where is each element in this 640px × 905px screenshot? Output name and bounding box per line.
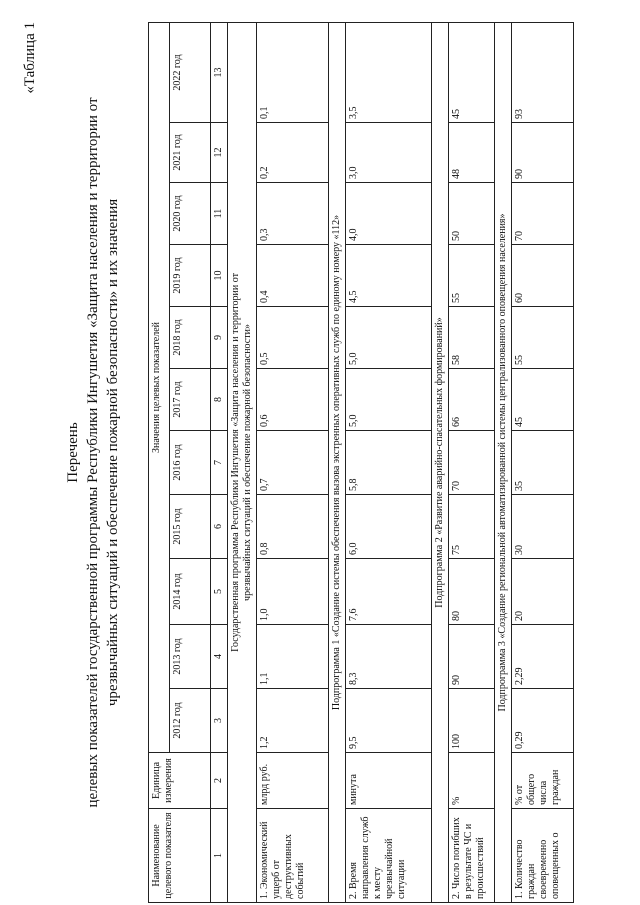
table-row xyxy=(512,22,574,902)
document-title: Перечень xyxy=(65,422,81,483)
indicator-name: 1. Количество граждан своевременно оповещенных о xyxy=(512,809,574,903)
value-cell: 0,4 xyxy=(257,245,329,307)
value-cell: 6,0 xyxy=(346,495,432,559)
value-cell: 70 xyxy=(449,431,495,495)
column-index: 2 xyxy=(211,753,228,809)
value-cell: 30 xyxy=(512,495,574,559)
column-index: 9 xyxy=(211,307,228,369)
document-subtitle-line-1: целевых показателей государственной программы Республики Ингушетия «Защита населения и территории от xyxy=(85,97,101,808)
value-cell: 55 xyxy=(512,307,574,369)
section-row-sub3 xyxy=(495,22,512,902)
value-cell: 70 xyxy=(512,183,574,245)
header-year: 2018 год xyxy=(170,307,211,369)
header-year: 2012 год xyxy=(170,689,211,753)
indicator-name: 1. Экономический ущерб от деструктивных событий xyxy=(257,809,329,903)
value-cell: 66 xyxy=(449,369,495,431)
value-cell: 45 xyxy=(512,369,574,431)
header-year: 2022 год xyxy=(170,22,211,122)
column-index: 1 xyxy=(211,809,228,903)
header-year: 2017 год xyxy=(170,369,211,431)
table-row xyxy=(257,22,329,902)
header-indicator: Наименование целевого показателя xyxy=(149,809,211,903)
value-cell: 90 xyxy=(449,625,495,689)
column-index: 5 xyxy=(211,559,228,625)
header-year: 2019 год xyxy=(170,245,211,307)
section-row-sub2 xyxy=(432,22,449,902)
indicator-unit: % от общего числа граждан xyxy=(512,753,574,809)
value-cell: 80 xyxy=(449,559,495,625)
indicator-unit: минута xyxy=(346,753,432,809)
value-cell: 0,2 xyxy=(257,123,329,183)
header-year: 2021 год xyxy=(170,123,211,183)
value-cell: 2,29 xyxy=(512,625,574,689)
value-cell: 45 xyxy=(449,22,495,122)
section-subprogram-2: Подпрограмма 2 «Развитие аварийно-спасательных формирований» xyxy=(432,22,449,902)
value-cell: 0,8 xyxy=(257,495,329,559)
value-cell: 75 xyxy=(449,495,495,559)
value-cell: 0,3 xyxy=(257,183,329,245)
value-cell: 0,7 xyxy=(257,431,329,495)
value-cell: 93 xyxy=(512,22,574,122)
value-cell: 7,6 xyxy=(346,559,432,625)
column-index: 6 xyxy=(211,495,228,559)
column-index: 13 xyxy=(211,22,228,122)
value-cell: 90 xyxy=(512,123,574,183)
value-cell: 3,0 xyxy=(346,123,432,183)
value-cell: 20 xyxy=(512,559,574,625)
value-cell: 0,29 xyxy=(512,689,574,753)
section-program: Государственная программа Республики Ингушетия «Защита населения и территории от чрезвычайных ситуаций и обеспечение пожарной безопасности» xyxy=(228,22,257,902)
header-unit: Единица измерения xyxy=(149,753,211,809)
value-cell: 4,0 xyxy=(346,183,432,245)
value-cell: 58 xyxy=(449,307,495,369)
header-year: 2015 год xyxy=(170,495,211,559)
value-cell: 100 xyxy=(449,689,495,753)
indicator-unit: млрд руб. xyxy=(257,753,329,809)
table-header-row xyxy=(149,22,170,902)
header-year: 2013 год xyxy=(170,625,211,689)
value-cell: 1,0 xyxy=(257,559,329,625)
value-cell: 60 xyxy=(512,245,574,307)
value-cell: 5,0 xyxy=(346,307,432,369)
column-index: 3 xyxy=(211,689,228,753)
section-row-sub1 xyxy=(329,22,346,902)
column-index: 8 xyxy=(211,369,228,431)
section-subprogram-3: Подпрограмма 3 «Создание региональной автоматизированной системы централизованного оповещения населения» xyxy=(495,22,512,902)
value-cell: 9,5 xyxy=(346,689,432,753)
value-cell: 0,1 xyxy=(257,22,329,122)
value-cell: 1,1 xyxy=(257,625,329,689)
header-year: 2016 год xyxy=(170,431,211,495)
table-row xyxy=(346,22,432,902)
value-cell: 50 xyxy=(449,183,495,245)
table-label: «Таблица 1 xyxy=(22,22,38,94)
indicator-name: 2. Время направления служб к месту чрезвычайной ситуации xyxy=(346,809,432,903)
value-cell: 4,5 xyxy=(346,245,432,307)
value-cell: 35 xyxy=(512,431,574,495)
value-cell: 55 xyxy=(449,245,495,307)
header-values-group: Значения целевых показателей xyxy=(149,22,170,752)
value-cell: 8,3 xyxy=(346,625,432,689)
value-cell: 0,5 xyxy=(257,307,329,369)
column-index: 7 xyxy=(211,431,228,495)
indicator-name: 2. Число погибших в результате ЧС и происшествий xyxy=(449,809,495,903)
value-cell: 1,2 xyxy=(257,689,329,753)
header-year: 2014 год xyxy=(170,559,211,625)
document-subtitle-line-2: чрезвычайных ситуаций и обеспечение пожарной безопасности» и их значения xyxy=(105,198,121,707)
value-cell: 48 xyxy=(449,123,495,183)
column-index: 12 xyxy=(211,123,228,183)
column-index: 11 xyxy=(211,183,228,245)
table-index-row xyxy=(211,22,228,902)
value-cell: 0,6 xyxy=(257,369,329,431)
column-index: 10 xyxy=(211,245,228,307)
indicators-table xyxy=(148,22,574,903)
header-year: 2020 год xyxy=(170,183,211,245)
value-cell: 3,5 xyxy=(346,22,432,122)
section-subprogram-1: Подпрограмма 1 «Создание системы обеспечения вызова экстренных оперативных служб по единому номеру «112» xyxy=(329,22,346,902)
column-index: 4 xyxy=(211,625,228,689)
indicator-unit: % xyxy=(449,753,495,809)
value-cell: 5,8 xyxy=(346,431,432,495)
value-cell: 5,0 xyxy=(346,369,432,431)
section-row-program xyxy=(228,22,257,902)
table-row xyxy=(449,22,495,902)
